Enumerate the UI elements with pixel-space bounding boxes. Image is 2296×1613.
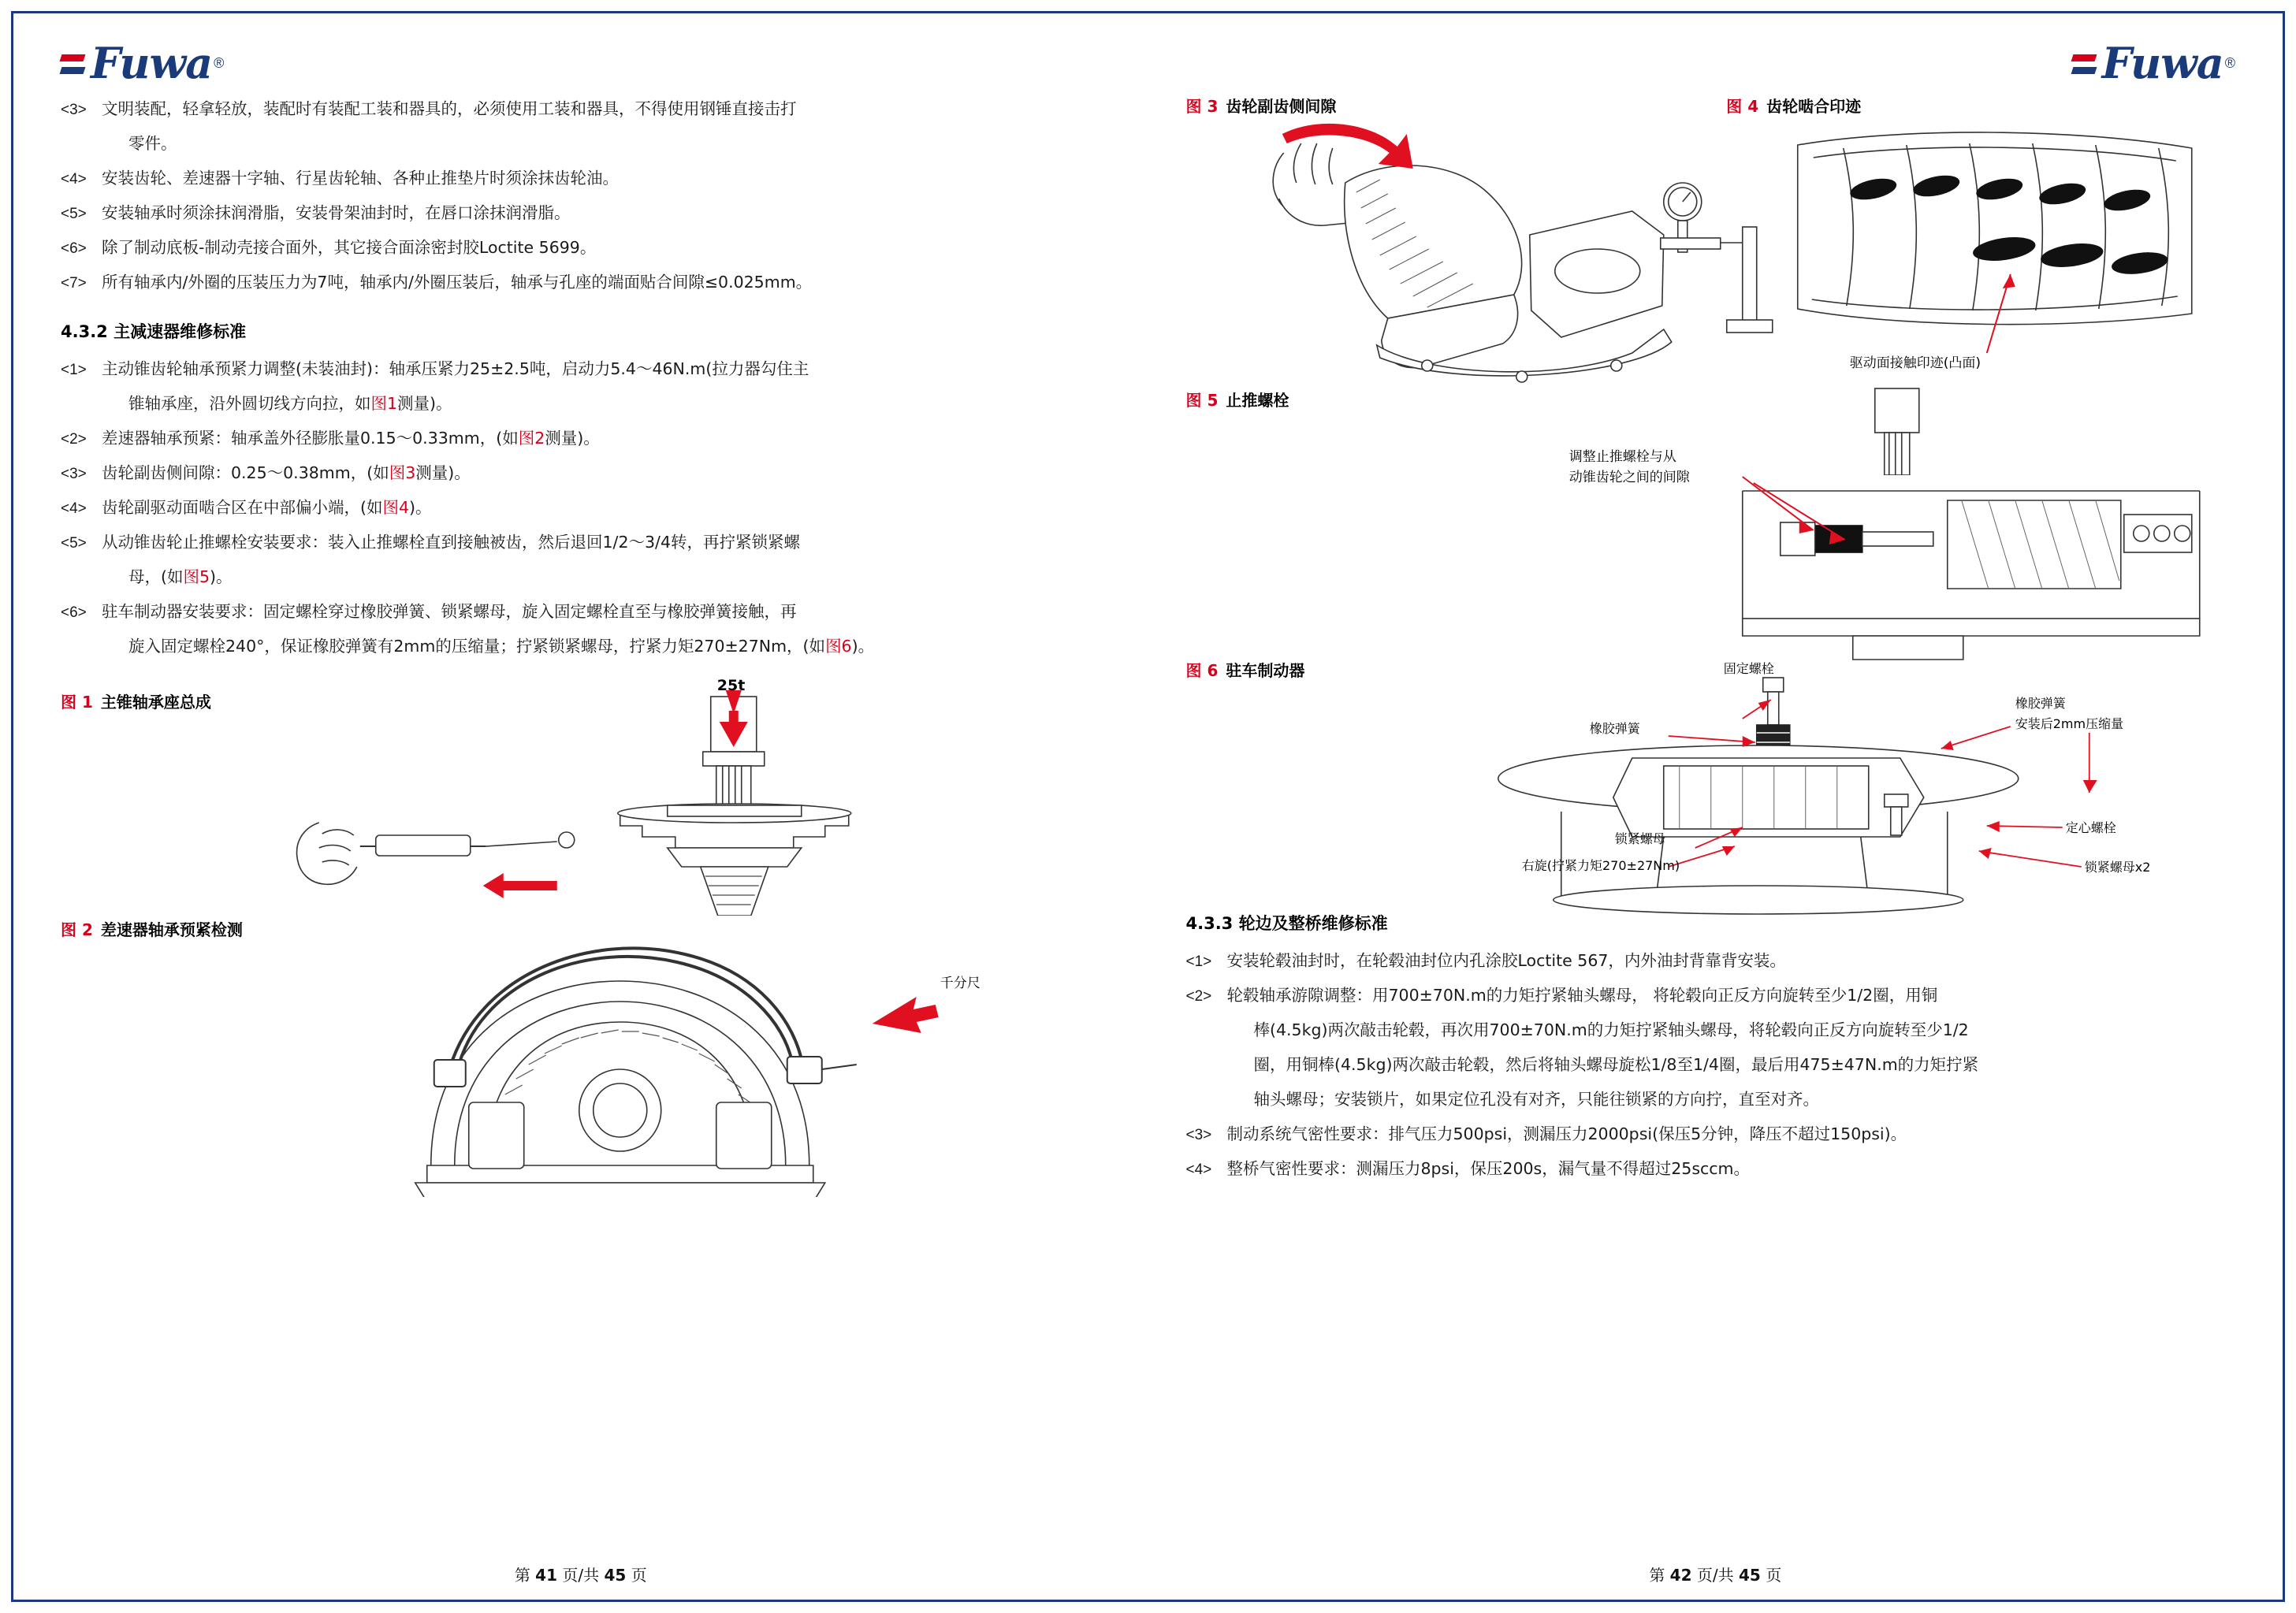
figure-1-title: 主锥轴承座总成: [100, 692, 211, 712]
right-page: [1148, 13, 2283, 1600]
figure-5-note-line1: 调整止推螺栓与从: [1568, 449, 1676, 465]
logo-bars-icon: [2072, 53, 2096, 74]
item-marker: [87, 388, 128, 390]
figure-5-number: 图 5: [1185, 391, 1219, 410]
footer-suffix: 页: [1766, 1566, 1782, 1585]
right-logo-row: [1186, 32, 2236, 94]
list-item: [61, 354, 1117, 385]
item-text: 整桥气密性要求：测漏压力8psi，保压200s，漏气量不得超过25sccm。: [1226, 1158, 1751, 1178]
fuwa-logo: [61, 39, 224, 87]
item-text: 棒(4.5kg)两次敲击轮毂，再次用700±70N.m的力矩拧紧轴头螺母，将轮毂向正反方向旋转至少1/2: [1253, 1020, 1969, 1039]
label-center-bolt: 定心螺栓: [2065, 820, 2116, 835]
item-text: 母，(如图5)。: [128, 567, 233, 586]
list-item: [61, 94, 1117, 125]
footer-prefix: 第: [514, 1566, 530, 1585]
list-item: [1186, 980, 2236, 1012]
list-item: [61, 128, 1117, 160]
label-compression: 安装后2mm压缩量: [2015, 716, 2123, 731]
figure-34-caption-row: [1186, 94, 2236, 117]
list-item: [1186, 1119, 2236, 1150]
figure-1-press-label: 25t: [716, 678, 746, 694]
section-heading-432: 4.3.2 主减速器维修标准: [61, 321, 247, 341]
item-marker: [87, 562, 128, 563]
footer-page-number: 42: [1669, 1566, 1692, 1585]
item-text: 轴头螺母；安装锁片，如果定位孔没有对齐，只能往锁紧的方向拧，直至对齐。: [1253, 1089, 1819, 1109]
list-item: [61, 423, 1117, 455]
logo-registered-mark: ®: [214, 54, 225, 71]
figure-5-image: [1186, 382, 2236, 666]
figure-34-images: [1186, 117, 2236, 392]
figure-2-number: 图 2: [61, 920, 93, 939]
item-marker: <7>: [61, 274, 87, 292]
list-item: [61, 388, 1117, 420]
item-marker: <5>: [61, 205, 87, 222]
item-text: 驻车制动器安装要求：固定螺栓穿过橡胶弹簧、锁紧螺母，旋入固定螺栓直至与橡胶弹簧接触，再: [102, 601, 797, 621]
figure-2-linework: [61, 905, 1117, 1197]
figure-5-title: 止推螺栓: [1226, 391, 1289, 410]
footer-page-number: 41: [535, 1566, 558, 1585]
item-text: 齿轮副驱动面啮合区在中部偏小端，(如图4)。: [102, 497, 432, 517]
list-item: [1186, 1154, 2236, 1185]
footer-suffix: 页: [631, 1566, 647, 1585]
footer-total-pages: 45: [1738, 1566, 1761, 1585]
list-item: [61, 631, 1117, 663]
footer-middle: 页/共: [1696, 1566, 1734, 1585]
figure-5-note-line2: 动锥齿轮之间的间隙: [1568, 470, 1690, 485]
item-marker: [87, 631, 128, 633]
figure-6-number: 图 6: [1185, 661, 1219, 680]
label-right-hand-torque: 右旋(拧紧力矩270±27Nm): [1521, 858, 1680, 873]
item-marker: <1>: [61, 361, 87, 378]
item-marker: [1213, 1015, 1254, 1016]
item-marker: <2>: [61, 430, 87, 448]
list-item: [1186, 946, 2236, 977]
item-text: 安装齿轮、差速器十字轴、行星齿轮轴、各种止推垫片时须涂抹齿轮油。: [102, 168, 619, 188]
list-item: [61, 232, 1117, 264]
item-text: 齿轮副齿侧间隙：0.25～0.38mm，(如图3测量)。: [102, 463, 471, 482]
item-marker: <3>: [61, 102, 87, 118]
item-marker: <6>: [61, 240, 87, 257]
figure-4-note: 驱动面接触印迹(凸面): [1849, 355, 1981, 371]
figure-2-gauge-label: 千分尺: [940, 975, 981, 991]
footer-total-pages: 45: [604, 1566, 627, 1585]
footer-middle: 页/共: [562, 1566, 600, 1585]
logo-wordmark: Fuwa: [2101, 38, 2223, 88]
figure-3-caption: [1186, 94, 1695, 117]
fuwa-logo: [2072, 39, 2235, 87]
list-item: [61, 458, 1117, 489]
list-item: [61, 492, 1117, 524]
figure-6-image: [1186, 640, 2236, 916]
item-text: 安装轴承时须涂抹润滑脂，安装骨架油封时，在唇口涂抹润滑脂。: [102, 203, 571, 222]
item-marker: <3>: [1185, 1126, 1212, 1143]
item-text: 主动锥齿轮轴承预紧力调整(未装油封)：轴承压紧力25±2.5吨，启动力5.4～46N.m(拉力器勾住主: [102, 359, 809, 378]
item-marker: <6>: [61, 604, 87, 621]
left-top-list: [61, 94, 1117, 299]
list-item: [61, 198, 1117, 229]
item-marker: <5>: [61, 534, 87, 552]
page-border: [11, 11, 2285, 1602]
item-text: 所有轴承内/外圈的压装压力为7吨，轴承内/外圈压装后，轴承与孔座的端面贴合间隙≤0.025mm。: [102, 272, 813, 292]
list-item: [1186, 1050, 2236, 1081]
left-page-footer: [13, 1563, 1148, 1585]
list-item: [61, 597, 1117, 628]
label-lock-nut: 锁紧螺母: [1614, 831, 1665, 846]
label-lock-nut-x2: 锁紧螺母x2: [2084, 860, 2150, 875]
right-section-list: [1186, 946, 2236, 1185]
right-page-footer: [1148, 1563, 2283, 1585]
list-item: [61, 267, 1117, 299]
item-marker: <4>: [1185, 1161, 1212, 1178]
section-heading-433: 4.3.3 轮边及整桥维修标准: [1185, 914, 1388, 933]
list-item: [61, 163, 1117, 195]
list-item: [61, 527, 1117, 559]
label-rubber-spring-right: 橡胶弹簧: [2015, 696, 2066, 711]
item-text: 文明装配，轻拿轻放，装配时有装配工装和器具的，必须使用工装和器具，不得使用钢锤直接击打: [102, 99, 797, 118]
left-page: [13, 13, 1148, 1600]
figure-6-linework: [1186, 640, 2236, 916]
figure-4-caption: [1726, 94, 2235, 117]
item-marker: [1213, 1050, 1254, 1051]
item-text: 差速器轴承预紧：轴承盖外径膨胀量0.15～0.33mm，(如图2测量)。: [102, 428, 600, 448]
item-text: 旋入固定螺栓240°，保证橡胶弹簧有2mm的压缩量；拧紧锁紧螺母，拧紧力矩270±27Nm，(如图6)。: [128, 636, 875, 656]
item-marker: [87, 128, 128, 130]
list-item: [1186, 1015, 2236, 1046]
footer-prefix: 第: [1649, 1566, 1665, 1585]
item-text: 轮毂轴承游隙调整：用700±70N.m的力矩拧紧轴头螺母， 将轮毂向正反方向旋转至少1/2圈，用铜: [1226, 985, 1938, 1005]
list-item: [1186, 1084, 2236, 1116]
item-marker: <2>: [1185, 987, 1212, 1005]
item-text: 锥轴承座，沿外圆切线方向拉，如图1测量)。: [128, 393, 452, 413]
item-marker: <4>: [61, 500, 87, 517]
figure-3-number: 图 3: [1185, 97, 1219, 116]
logo-bars-icon: [61, 53, 84, 74]
item-text: 除了制动底板-制动壳接合面外，其它接合面涂密封胶Loctite 5699。: [102, 237, 597, 257]
left-section-list: [61, 354, 1117, 663]
figure-2-image: [61, 905, 1117, 1197]
item-text: 圈，用铜棒(4.5kg)两次敲击轮毂，然后将轴头螺母旋松1/8至1/4圈，最后用475±47N.m的力矩拧紧: [1253, 1054, 1979, 1074]
item-text: 从动锥齿轮止推螺栓安装要求：装入止推螺栓直到接触被齿，然后退回1/2～3/4转，再拧紧锁紧螺: [102, 532, 800, 552]
figure-4-number: 图 4: [1726, 97, 1759, 116]
list-item: [61, 562, 1117, 593]
figure-1-linework: [61, 679, 1117, 916]
figure-5-linework: [1186, 382, 2236, 666]
figure-4-title: 齿轮啮合印迹: [1766, 97, 1862, 116]
figure-1-image: [61, 679, 1117, 916]
logo-wordmark: Fuwa: [91, 38, 213, 88]
item-text: 安装轮毂油封时，在轮毂油封位内孔涂胶Loctite 567，内外油封背靠背安装。: [1226, 951, 1786, 970]
label-fixing-bolt: 固定螺栓: [1723, 661, 1774, 676]
item-marker: [1213, 1084, 1254, 1086]
item-text: 零件。: [128, 133, 177, 153]
figure-34-linework: [1186, 117, 2236, 392]
figure-3-title: 齿轮副齿侧间隙: [1226, 97, 1337, 116]
figure-2-title: 差速器轴承预紧检测: [100, 920, 243, 939]
logo-registered-mark: ®: [2224, 54, 2235, 71]
left-logo-row: [61, 32, 1117, 94]
figure-1-number: 图 1: [61, 692, 93, 712]
item-marker: <4>: [61, 170, 87, 188]
item-marker: <3>: [61, 465, 87, 482]
figure-6-title: 驻车制动器: [1226, 661, 1305, 680]
item-marker: <1>: [1185, 953, 1212, 970]
label-rubber-spring-left: 橡胶弹簧: [1589, 721, 1640, 736]
item-text: 制动系统气密性要求：排气压力500psi，测漏压力2000psi(保压5分钟，降压不超过150psi)。: [1226, 1124, 1907, 1143]
